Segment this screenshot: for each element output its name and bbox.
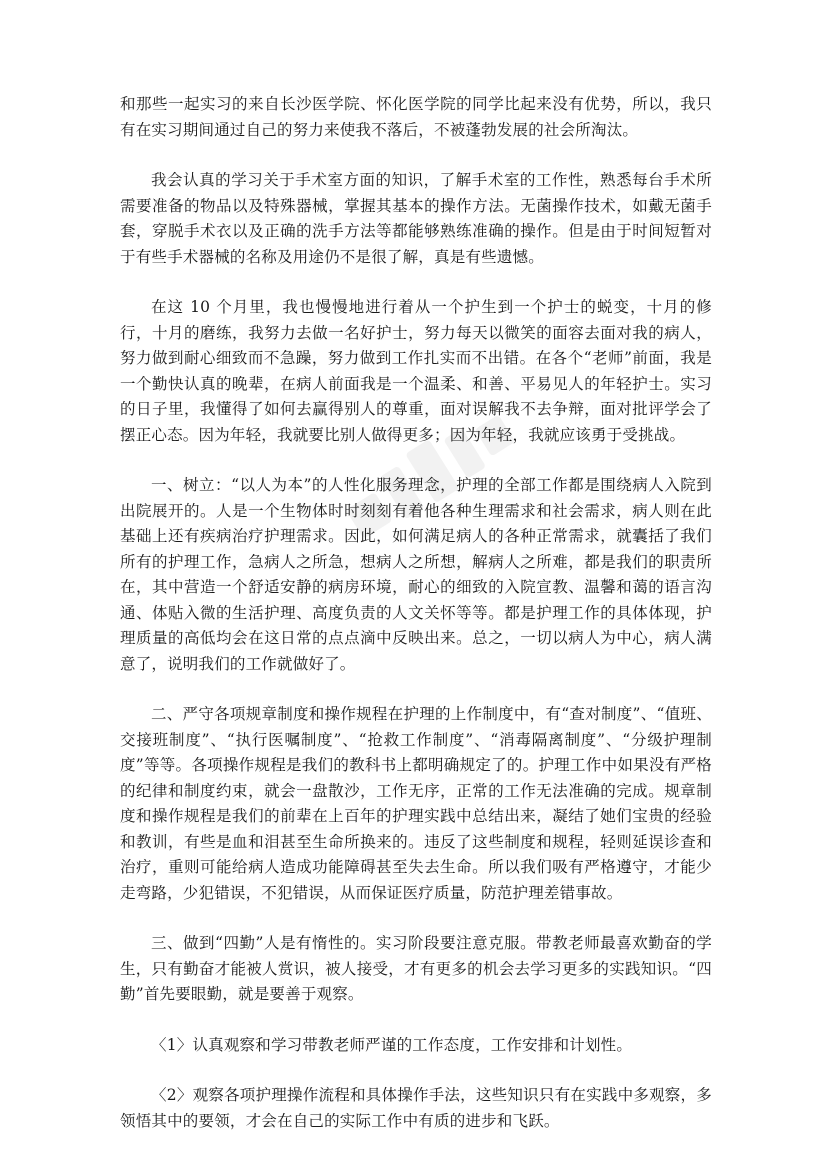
paragraph-5: 二、严守各项规章制度和操作规程在护理的上作制度中，有“查对制度”、“值班、交接班制度”、“执行医嘱制度”、“抢救工作制度”、“消毒隔离制度”、“分级护理制度”等等。各项操作规程是我们的教科书上都明确规定了的。护理工作中如果没有严格的纪律和制度约束，就会一盘散沙，工作无序，正常的工作无法准确的完成。规章制度和操作规程是我们的前辈在上百年的护理实践中总结出来，凝结了她们宝贵的经验和教训，有些是血和泪甚至生命所换来的。违反了这些制度和规程，轻则延误诊查和治疗，重则可能给病人造成功能障碍甚至失去生命。所以我们吸有严格遵守，才能少走弯路，少犯错误，不犯错误，从而保证医疗质量，防范护理差错事故。	[120, 705, 712, 902]
paragraph-2: 我会认真的学习关于手术室方面的知识，了解手术室的工作性，熟悉每台手术所需要准备的物品以及特殊器械，掌握其基本的操作方法。无菌操作技术，如戴无菌手套，穿脱手术衣以及正确的洗手方法等都能够熟练准确的操作。但是由于时间短暂对于有些手术器械的名称及用途仍不是很了解，真是有些遗憾。	[120, 171, 712, 266]
paragraph-7: 〈1〉认真观察和学习带教老师严谨的工作态度，工作安排和计划性。	[151, 1035, 633, 1054]
paragraph-6: 三、做到“四勤”人是有惰性的。实习阶段要注意克服。带教老师最喜欢勤奋的学生，只有勤奋才能被人赏识，被人接受，才有更多的机会去学习更多的实践知识。“四勤”首先要眼勤，就是要善于观察。	[120, 934, 712, 1003]
document-body	[120, 92, 712, 1159]
paragraph-4: 一、树立：“以人为本”的人性化服务理念，护理的全部工作都是围绕病人入院到出院展开的。人是一个生物体时时刻刻有着他各种生理需求和社会需求，病人则在此基础上还有疾病治疗护理需求。因此，如何满足病人的各种正常需求，就囊括了我们所有的护理工作，急病人之所急，想病人之所想，解病人之所难，都是我们的职责所在，其中营造一个舒适安静的病房环境，耐心的细致的入院宣教、温馨和蔼的语言沟通、体贴入微的生活护理、高度负责的人文关怀等等。都是护理工作的具体体现，护理质量的高低均会在这日常的点点滴中反映出来。总之，一切以病人为中心，病人满意了，说明我们的工作就做好了。	[120, 476, 712, 673]
paragraph-8: 〈2〉观察各项护理操作流程和具体操作手法，这些知识只有在实践中多观察，多领悟其中的要领，才会在自己的实际工作中有质的进步和飞跃。	[120, 1086, 712, 1130]
paragraph-1: 和那些一起实习的来自长沙医学院、怀化医学院的同学比起来没有优势，所以，我只有在实习期间通过自己的努力来使我不落后，不被蓬勃发展的社会所淘汰。	[120, 95, 712, 139]
paragraph-3: 在这 10 个月里，我也慢慢地进行着从一个护生到一个护士的蜕变，十月的修行，十月的磨练，我努力去做一名好护士，努力每天以微笑的面容去面对我的病人，努力做到耐心细致而不急躁，努力做到工作扎实而不出错。在各个“老师”前面，我是一个勤快认真的晚辈，在病人前面我是一个温柔、和善、平易见人的年轻护士。实习的日子里，我懂得了如何去赢得别人的尊重，面对误解我不去争辩，面对批评学会了摆正心态。因为年轻，我就要比别人做得更多；因为年轻，我就应该勇于受挑战。	[120, 298, 712, 444]
